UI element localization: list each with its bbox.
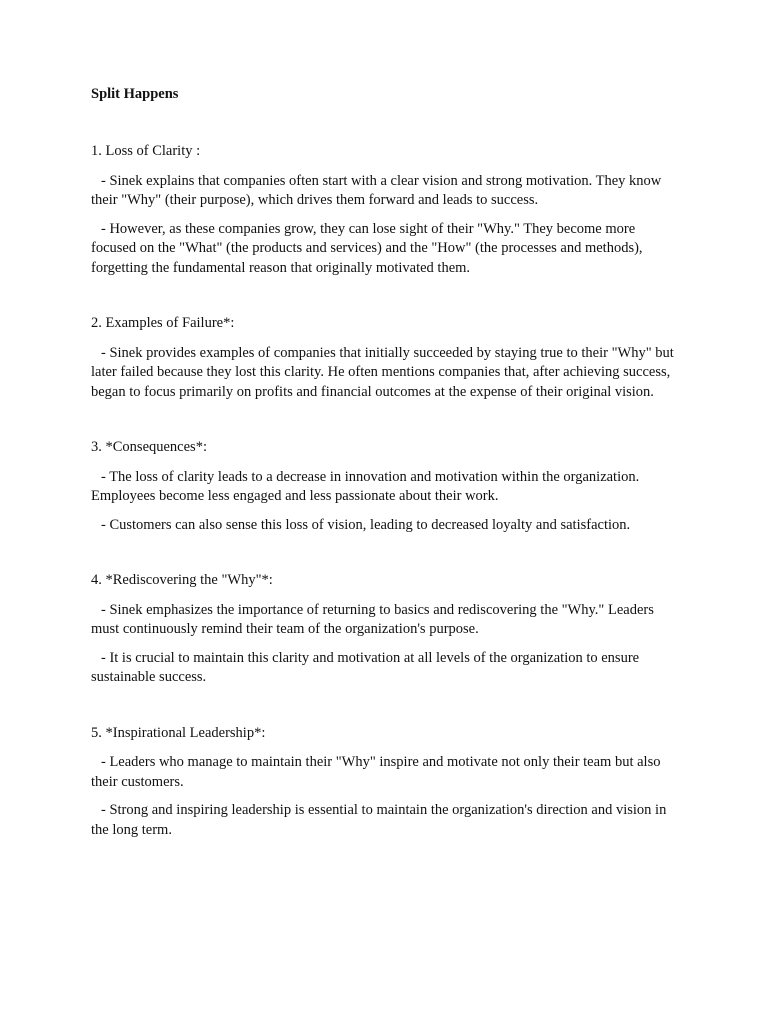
section-heading: 4. *Rediscovering the "Why"*:: [91, 572, 273, 588]
paragraph: - The loss of clarity leads to a decrease in innovation and motivation within the organization. Employees become less engaged and less passionate about their work.: [91, 468, 640, 504]
paragraph: - Sinek emphasizes the importance of returning to basics and rediscovering the "Why." Leaders must continuously remind their team of the organization's purpose.: [91, 601, 654, 637]
document-page: [91, 85, 681, 876]
paragraph: - Customers can also sense this loss of vision, leading to decreased loyalty and satisfaction.: [101, 516, 631, 533]
paragraph: - Leaders who manage to maintain their "Why" inspire and motivate not only their team but also their customers.: [91, 754, 661, 790]
section-inspirational-leadership: [91, 724, 681, 841]
paragraph: - Sinek explains that companies often start with a clear vision and strong motivation. They know their "Why" (their purpose), which drives them forward and leads to success.: [91, 172, 662, 208]
section-heading: 3. *Consequences*:: [91, 439, 207, 455]
paragraph: - Sinek provides examples of companies that initially succeeded by staying true to their "Why" but later failed because they lost this clarity. He often mentions companies that, after achieving success, began to focus primarily on profits and financial outcomes at the expense of their original vision.: [91, 344, 674, 400]
section-heading: 5. *Inspirational Leadership*:: [91, 724, 266, 741]
section-heading: 2. Examples of Failure*:: [91, 315, 235, 331]
section-consequences: [91, 438, 681, 535]
paragraph: - However, as these companies grow, they can lose sight of their "Why." They become more focused on the "What" (the products and services) and the "How" (the processes and methods), forgetting the fundamental reason that originally motivated them.: [91, 220, 643, 276]
section-examples-of-failure: [91, 314, 681, 402]
document-title: Split Happens: [91, 86, 179, 102]
paragraph: - Strong and inspiring leadership is essential to maintain the organization's direction and vision in the long term.: [91, 802, 667, 838]
section-loss-of-clarity: [91, 142, 681, 278]
paragraph: - It is crucial to maintain this clarity and motivation at all levels of the organization to ensure sustainable success.: [91, 649, 640, 685]
section-rediscovering-why: [91, 571, 681, 688]
section-heading: 1. Loss of Clarity :: [91, 143, 201, 159]
